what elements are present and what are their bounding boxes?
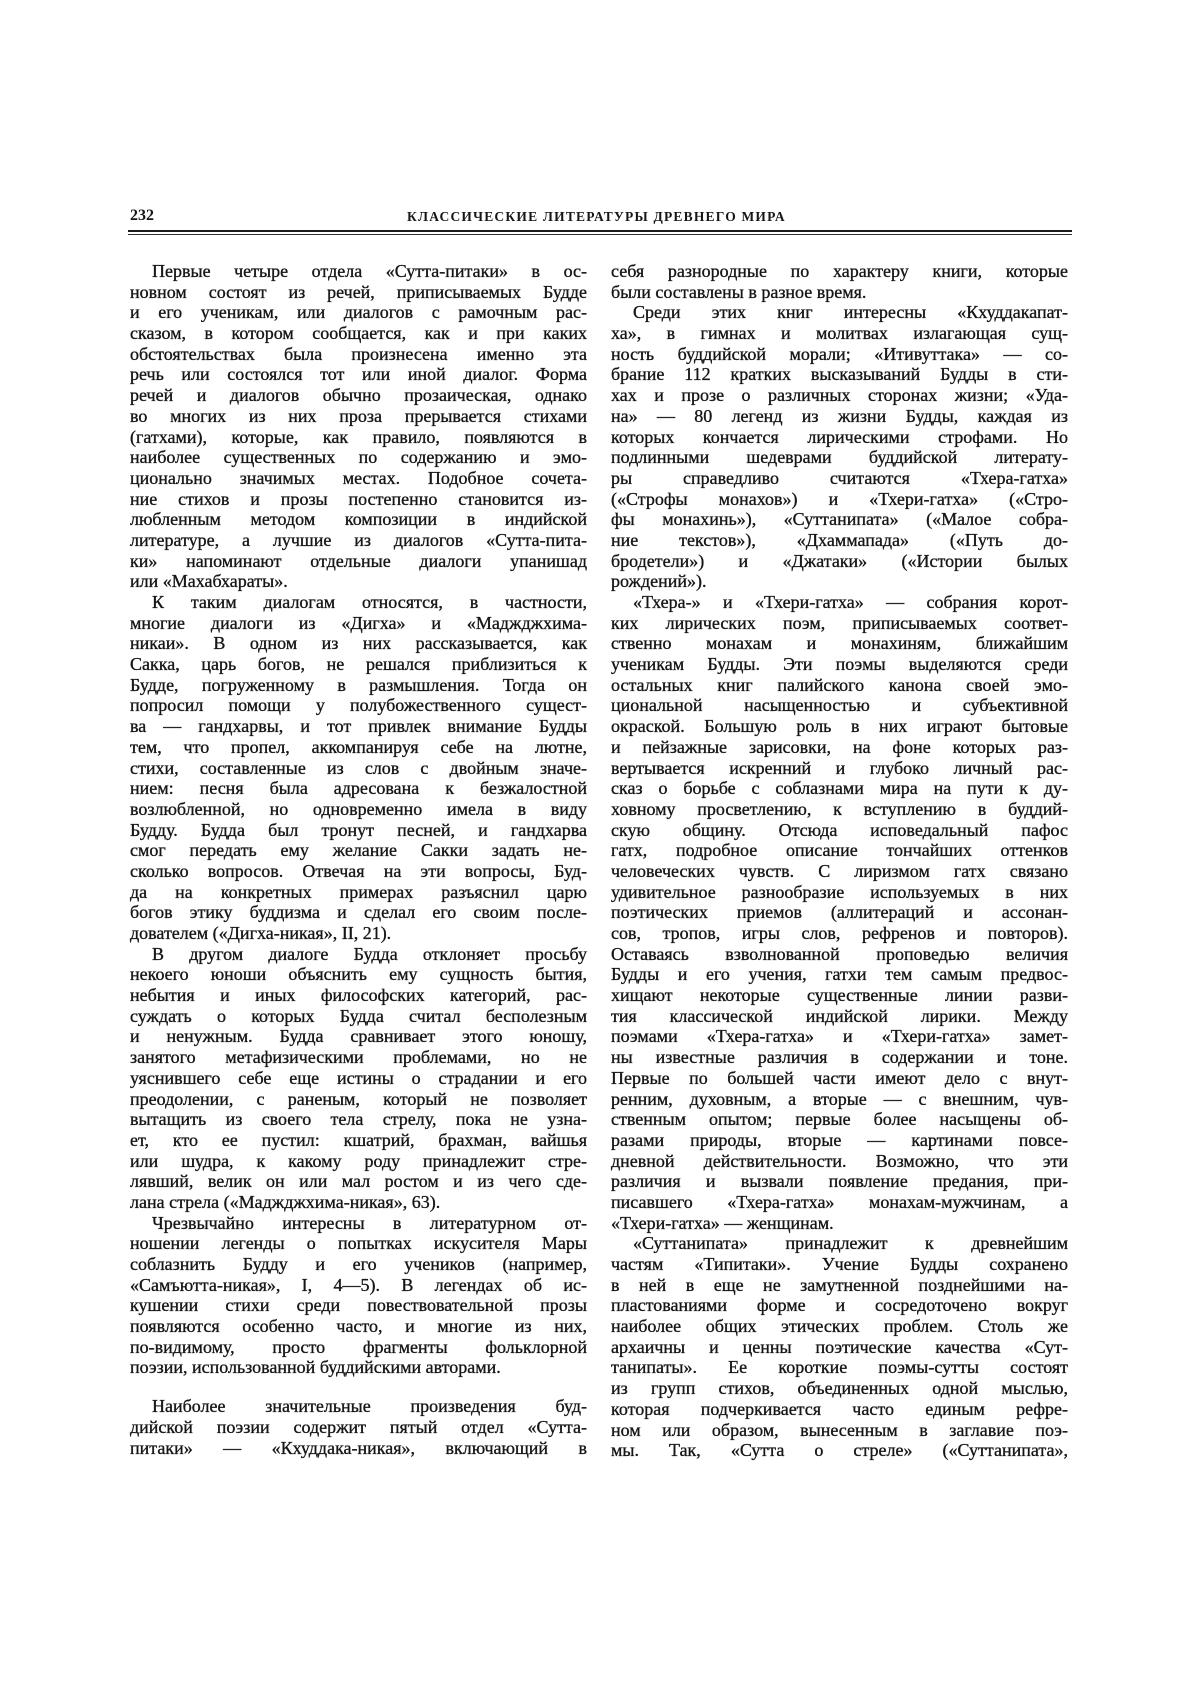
text-line: «Суттанипата» принадлежит к древнейшим	[633, 1233, 1068, 1254]
text-line: из групп стихов, объединенных одной мыслью,	[611, 1378, 1068, 1399]
text-line: ученикам Будды. Эти поэмы выделяются среди	[611, 654, 1068, 675]
text-line: по-видимому, просто фрагменты фольклорной	[130, 1336, 587, 1357]
text-line: Наиболее значительные произведения буд-	[152, 1396, 587, 1417]
text-line: речей и диалогов обычно прозаическая, однако	[130, 385, 587, 406]
text-line: писавшего «Тхера-гатха» монахам-мужчинам, а	[611, 1191, 1068, 1212]
text-line: окраской. Большую роль в них играют бытовые	[611, 716, 1068, 737]
text-line: (гатхами), которые, как правило, появляются в	[130, 426, 587, 447]
text-line: и пейзажные зарисовки, на фоне которых раз-	[611, 736, 1068, 757]
text-line: Первые четыре отдела «Сутта-питаки» в ос-	[152, 261, 587, 281]
text-line: ношении легенды о попытках искусителя Мары	[130, 1233, 587, 1254]
text-line: ха», в гимнах и молитвах излагающая сущ-	[611, 323, 1068, 344]
text-line: К таким диалогам относятся, в частности,	[152, 592, 587, 612]
text-line: преодолении, с раненым, который не позволяет	[130, 1088, 587, 1109]
text-line: поэзии, использованной буддийскими авторами.	[130, 1357, 501, 1378]
text-line: Сакка, царь богов, не решался приблизиться к	[130, 654, 587, 675]
text-line: бродетели») и «Джатаки» («Истории былых	[611, 550, 1068, 571]
text-line: дневной действительности. Возможно, что эти	[611, 1150, 1068, 1171]
text-line: себя разнородные по характеру книги, которые	[611, 261, 1068, 281]
text-line: обстоятельствах была произнесена именно эта	[130, 343, 587, 364]
text-line: ки» напоминают отдельные диалоги упанишад	[130, 550, 587, 571]
text-line: сов, тропов, игры слов, рефренов и повторов).	[611, 923, 1068, 943]
header-rule-thin	[128, 234, 1072, 235]
text-line: в ней в еще не замутненной позднейшими на-	[611, 1274, 1068, 1295]
text-line: уяснившего себе еще истины о страдании и его	[130, 1067, 587, 1088]
paragraph	[611, 261, 1068, 302]
text-line: В другом диалоге Будда отклоняет просьбу	[152, 943, 587, 964]
text-line: рождений»).	[611, 571, 707, 592]
text-line: циональной насыщенностью и субъективной	[611, 695, 1068, 716]
text-line: брание 112 кратких высказываний Будды в сти-	[611, 364, 1068, 385]
text-line: пластованиями форме и сосредоточено вокруг	[611, 1295, 1068, 1316]
text-line: вертывается искренний и глубоко личный рас-	[611, 757, 1068, 778]
text-line: разами природы, вторые — картинами повсе-	[611, 1129, 1068, 1150]
text-line: речь или состоялся тот или иной диалог. Форма	[130, 364, 587, 385]
page-number: 232	[130, 207, 154, 224]
paragraph	[130, 592, 587, 944]
text-line: которая подчеркивается часто единым рефре-	[611, 1398, 1068, 1419]
text-line: Среди этих книг интересны «Кхуддакапат-	[633, 302, 1068, 323]
text-line: Оставаясь взволнованной проповедью величия	[611, 943, 1068, 964]
text-line: скую общину. Отсюда исповедальный пафос	[611, 819, 1068, 840]
text-line: на» — 80 легенд из жизни Будды, каждая из	[611, 405, 1068, 426]
text-line: нием: песня была адресована к безжалостной	[130, 778, 587, 799]
text-line: наиболее существенных по содержанию и эмо-	[130, 447, 587, 468]
paragraph	[611, 592, 1068, 1233]
text-line: смог передать ему желание Сакки задать не-	[130, 840, 587, 861]
text-line: попросил помощи у полубожественного сущест-	[130, 695, 587, 716]
text-line: гатх, подробное описание тончайших оттенков	[611, 840, 1068, 861]
text-line: «Тхери-гатха» — женщинам.	[611, 1212, 834, 1233]
text-line: которых кончается лирическими строфами. Но	[611, 426, 1068, 447]
text-line: остальных книг палийского канона своей эмо-	[611, 674, 1068, 695]
text-line: ность буддийской морали; «Итивуттака» — со-	[611, 343, 1068, 364]
text-line: и ненужным. Будда сравнивает этого юношу,	[130, 1026, 587, 1047]
text-line: ном или образом, вынесенным в заглавие поэ-	[611, 1419, 1068, 1440]
text-line: танипаты». Ее короткие поэмы-сутты состоят	[611, 1357, 1068, 1378]
text-line: вытащить из своего тела стрелу, пока не узна-	[130, 1109, 587, 1130]
text-line: «Тхера-» и «Тхери-гатха» — собрания корот-	[633, 592, 1068, 612]
text-line: поэмами «Тхера-гатха» и «Тхери-гатха» замет-	[611, 1026, 1068, 1047]
text-line: ственным опытом; первые более насыщены об-	[611, 1109, 1068, 1130]
text-line: Будде, погруженному в размышления. Тогда он	[130, 674, 587, 695]
left-column	[130, 261, 587, 1458]
text-line: мы. Так, «Сутта о стреле» («Суттанипата»,	[611, 1440, 1068, 1461]
running-title: КЛАССИЧЕСКИЕ ЛИТЕРАТУРЫ ДРЕВНЕГО МИРА	[407, 209, 786, 224]
text-line: фы монахинь»), «Суттанипата» («Малое собра-	[611, 509, 1068, 530]
text-line: различия и вызвали появление предания, при-	[611, 1171, 1068, 1192]
text-line: ры справедливо считаются «Тхера-гатха»	[611, 467, 1068, 488]
paragraph	[611, 1233, 1068, 1461]
text-line: ва — гандхарвы, и тот привлек внимание Будды	[130, 716, 587, 737]
text-line: появляются особенно часто, и многие из них,	[130, 1316, 587, 1337]
text-line: ренним, духовным, а вторые — с внешним, чув-	[611, 1088, 1068, 1109]
text-line: или «Махабхараты».	[130, 571, 288, 592]
text-line: занятого метафизическими проблемами, но не	[130, 1047, 587, 1068]
text-line: ние стихов и прозы постепенно становится из-	[130, 488, 587, 509]
paragraph	[611, 302, 1068, 592]
text-line: ние текстов»), «Дхаммапада» («Путь до-	[611, 529, 1068, 550]
text-line: ственно монахам и монахиням, ближайшим	[611, 633, 1068, 654]
text-line: дийской поэзии содержит пятый отдел «Сутта-	[130, 1416, 587, 1437]
text-line: небытия и иных философских категорий, рас-	[130, 985, 587, 1006]
text-line: соблазнить Будду и его учеников (например,	[130, 1254, 587, 1274]
text-line: Будды и его учения, гатхи тем самым предвос-	[611, 964, 1068, 985]
text-line: многие диалоги из «Дигха» и «Маджджхима-	[130, 612, 587, 633]
text-line: подлинными шедеврами буддийской литерату-	[611, 447, 1068, 468]
text-line: хищают некоторые существенные линии разви-	[611, 985, 1068, 1006]
text-line: лана стрела («Маджджхима-никая», 63).	[130, 1191, 441, 1212]
text-line: во многих из них проза прерывается стихами	[130, 405, 587, 426]
text-line: сказ о борьбе с соблазнами мира на пути к ду-	[611, 778, 1068, 799]
text-line: «Самъютта-никая», I, 4—5). В легендах об ис-	[130, 1274, 587, 1295]
text-line: тия классической индийской лирики. Между	[611, 1005, 1068, 1026]
text-line: новном состоят из речей, приписываемых Будде	[130, 281, 587, 302]
text-line: ционально значимых местах. Подобное сочета-	[130, 467, 587, 488]
text-line: и его ученикам, или диалогов с рамочным рас-	[130, 302, 587, 323]
text-line: литературе, а лучшие из диалогов «Сутта-пита-	[130, 529, 587, 550]
text-line: стихи, составленные из слов с двойным значе-	[130, 757, 587, 778]
text-line: тем, что пропел, аккомпанируя себе на лютне,	[130, 736, 587, 757]
text-line: удивительное разнообразие используемых в них	[611, 881, 1068, 902]
text-line: Будду. Будда был тронут песней, и гандхарва	[130, 819, 587, 840]
text-line: ких лирических поэм, приписываемых соответ-	[611, 612, 1068, 633]
text-line: некоего юноши объяснить ему сущность бытия,	[130, 964, 587, 985]
text-line: («Строфы монахов») и «Тхери-гатха» («Стро-	[611, 488, 1068, 509]
text-line: ховному просветлению, к вступлению в буддий-	[611, 798, 1068, 819]
paragraph	[130, 261, 587, 592]
text-line: Чрезвычайно интересны в литературном от-	[152, 1212, 587, 1233]
text-line: хах и прозе о различных сторонах жизни; «Уда-	[611, 385, 1068, 406]
text-line: дователем («Дигха-никая», II, 21).	[130, 923, 392, 943]
text-line: или шудра, к какому роду принадлежит стре-	[130, 1150, 587, 1171]
paragraph	[130, 944, 587, 1213]
text-line: сколько вопросов. Отвечая на эти вопросы, Буд-	[130, 860, 587, 881]
text-line: ет, кто ее пустил: кшатрий, брахман, вайшья	[130, 1129, 587, 1150]
text-line: Первые по большей части имеют дело с внут-	[611, 1067, 1068, 1088]
text-line: наиболее общих этических проблем. Столь же	[611, 1316, 1068, 1337]
right-column	[611, 261, 1068, 1461]
header-rule	[128, 230, 1072, 232]
text-line: любленным методом композиции в индийской	[130, 509, 587, 530]
text-line: человеческих чувств. С лиризмом гатх связано	[611, 860, 1068, 881]
paragraph	[130, 1396, 587, 1458]
text-line: ны известные различия в содержании и тоне.	[611, 1047, 1068, 1068]
text-line: частям «Типитаки». Учение Будды сохранено	[611, 1254, 1068, 1274]
text-line: архаичны и ценны поэтические качества «Сут-	[611, 1336, 1068, 1357]
text-line: поэтических приемов (аллитераций и ассонан-	[611, 902, 1068, 923]
paragraph	[130, 1213, 587, 1379]
text-line: суждать о которых Будда считал бесполезным	[130, 1005, 587, 1026]
text-line: возлюбленной, но одновременно имела в виду	[130, 798, 587, 819]
text-line: да на конкретных примерах разъяснил царю	[130, 881, 587, 902]
text-line: лявший, велик он или мал ростом и из чего сде-	[130, 1171, 587, 1192]
text-line: питаки» — «Кхуддака-никая», включающий в	[130, 1437, 587, 1458]
text-line: были составлены в разное время.	[611, 281, 867, 302]
text-line: никаи». В одном из них рассказывается, как	[130, 633, 587, 654]
text-line: сказом, в котором сообщается, как и при каких	[130, 323, 587, 344]
text-line: богов этику буддизма и сделал его своим после-	[130, 902, 587, 923]
text-line: кушении стихи среди повествовательной прозы	[130, 1295, 587, 1316]
